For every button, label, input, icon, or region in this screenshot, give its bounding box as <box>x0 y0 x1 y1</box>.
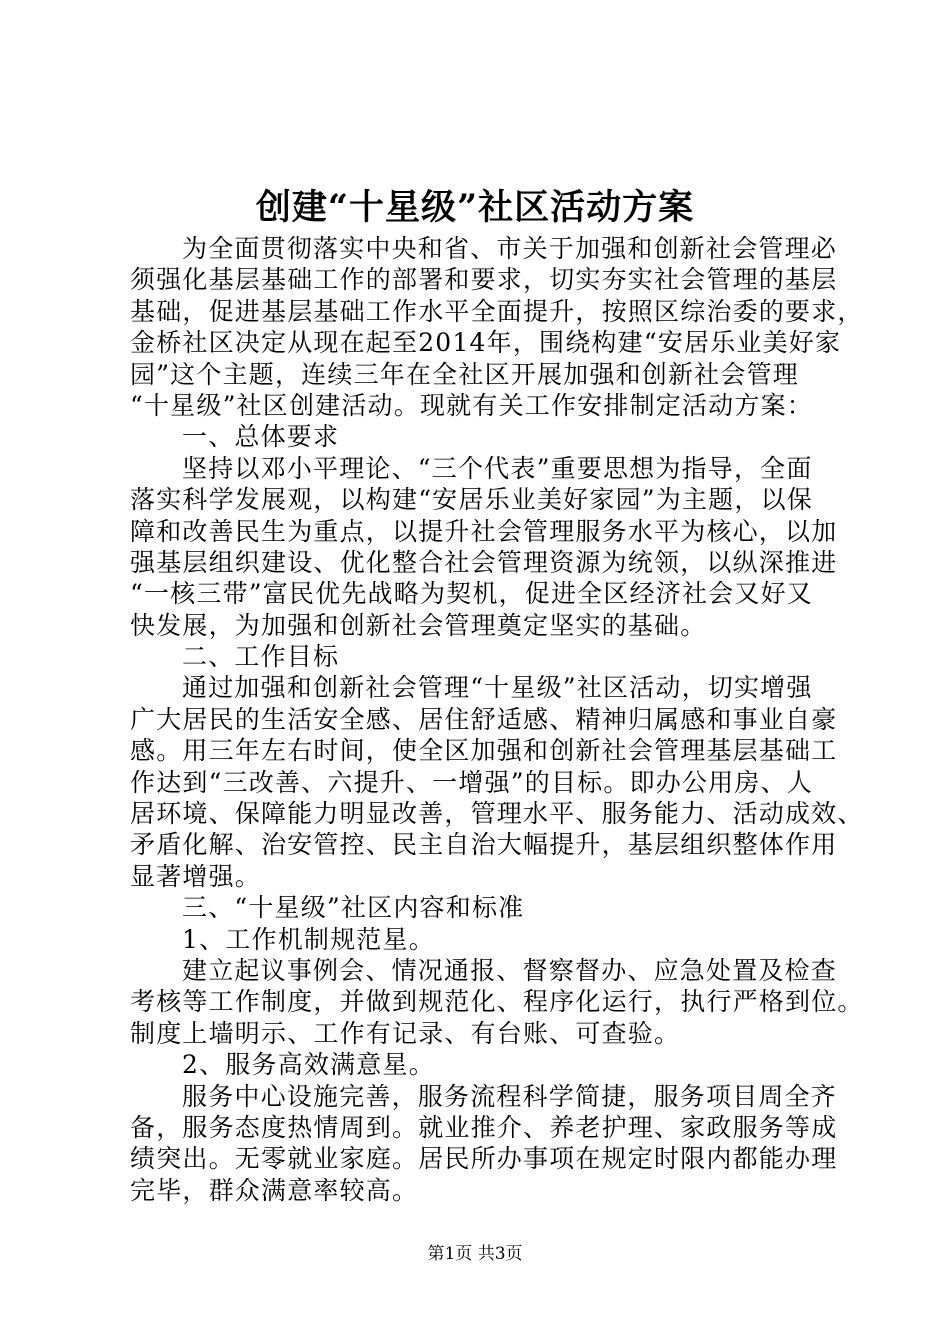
text-line: 建立起议事例会、情况通报、督察督办、应急处置及检查 <box>182 955 838 985</box>
text-line: 显著增强。 <box>130 861 262 891</box>
text-line: 2、服务高效满意星。 <box>182 1050 435 1080</box>
text-line: “十星级”社区创建活动。现就有关工作安排制定活动方案： <box>130 390 813 420</box>
page-footer: 第1页 共3页 <box>427 1244 523 1264</box>
text-line: 三、“十星级”社区内容和标准 <box>182 893 525 923</box>
text-line: 落实科学发展观，以构建“安居乐业美好家园”为主题，以保 <box>130 485 813 515</box>
text-line: 一、总体要求 <box>182 422 340 452</box>
text-line: 感。用三年左右时间，使全区加强和创新社会管理基层基础工 <box>130 736 838 766</box>
text-line: 矛盾化解、治安管控、民主自治大幅提升，基层组织整体作用 <box>130 830 838 860</box>
text-line: 考核等工作制度，并做到规范化、程序化运行，执行严格到位。 <box>130 987 864 1017</box>
text-line: 须强化基层基础工作的部署和要求，切实夯实社会管理的基层 <box>130 265 838 295</box>
text-line: 广大居民的生活安全感、居住舒适感、精神归属感和事业自豪 <box>130 704 838 734</box>
text-line: 园”这个主题，连续三年在全社区开展加强和创新社会管理 <box>130 359 799 389</box>
text-line: 二、工作目标 <box>182 642 340 672</box>
document-title: 创建“十星级”社区活动方案 <box>255 187 695 228</box>
document-body <box>130 233 864 1206</box>
text-line: 快发展，为加强和创新社会管理奠定坚实的基础。 <box>130 610 707 640</box>
text-line: 完毕，群众满意率较高。 <box>130 1175 419 1205</box>
text-line: 为全面贯彻落实中央和省、市关于加强和创新社会管理必 <box>182 234 838 263</box>
text-line: 绩突出。无零就业家庭。居民所办事项在规定时限内都能办理 <box>130 1144 838 1174</box>
text-line: 强基层组织建设、优化整合社会管理资源为统领，以纵深推进 <box>130 547 838 577</box>
text-line: 基础，促进基层基础工作水平全面提升，按照区综治委的要求， <box>130 296 864 326</box>
text-line: 服务中心设施完善，服务流程科学简捷，服务项目周全齐 <box>182 1081 838 1111</box>
text-line: 作达到“三改善、六提升、一增强”的目标。即办公用房、人 <box>130 767 813 797</box>
text-line: 金桥社区决定从现在起至2014年，围绕构建“安居乐业美好家 <box>130 328 842 358</box>
text-line: 居环境、保障能力明显改善，管理水平、服务能力、活动成效、 <box>130 799 864 829</box>
text-line: 通过加强和创新社会管理“十星级”社区活动，切实增强 <box>182 673 813 703</box>
text-line: 备，服务态度热情周到。就业推介、养老护理、家政服务等成 <box>130 1112 838 1142</box>
text-line: “一核三带”富民优先战略为契机，促进全区经济社会又好又 <box>130 579 813 609</box>
text-line: 1、工作机制规范星。 <box>182 924 435 954</box>
text-line: 障和改善民生为重点，以提升社会管理服务水平为核心，以加 <box>130 516 838 546</box>
text-line: 制度上墙明示、工作有记录、有台账、可查验。 <box>130 1018 681 1048</box>
text-line: 坚持以邓小平理论、“三个代表”重要思想为指导，全面 <box>182 453 813 483</box>
